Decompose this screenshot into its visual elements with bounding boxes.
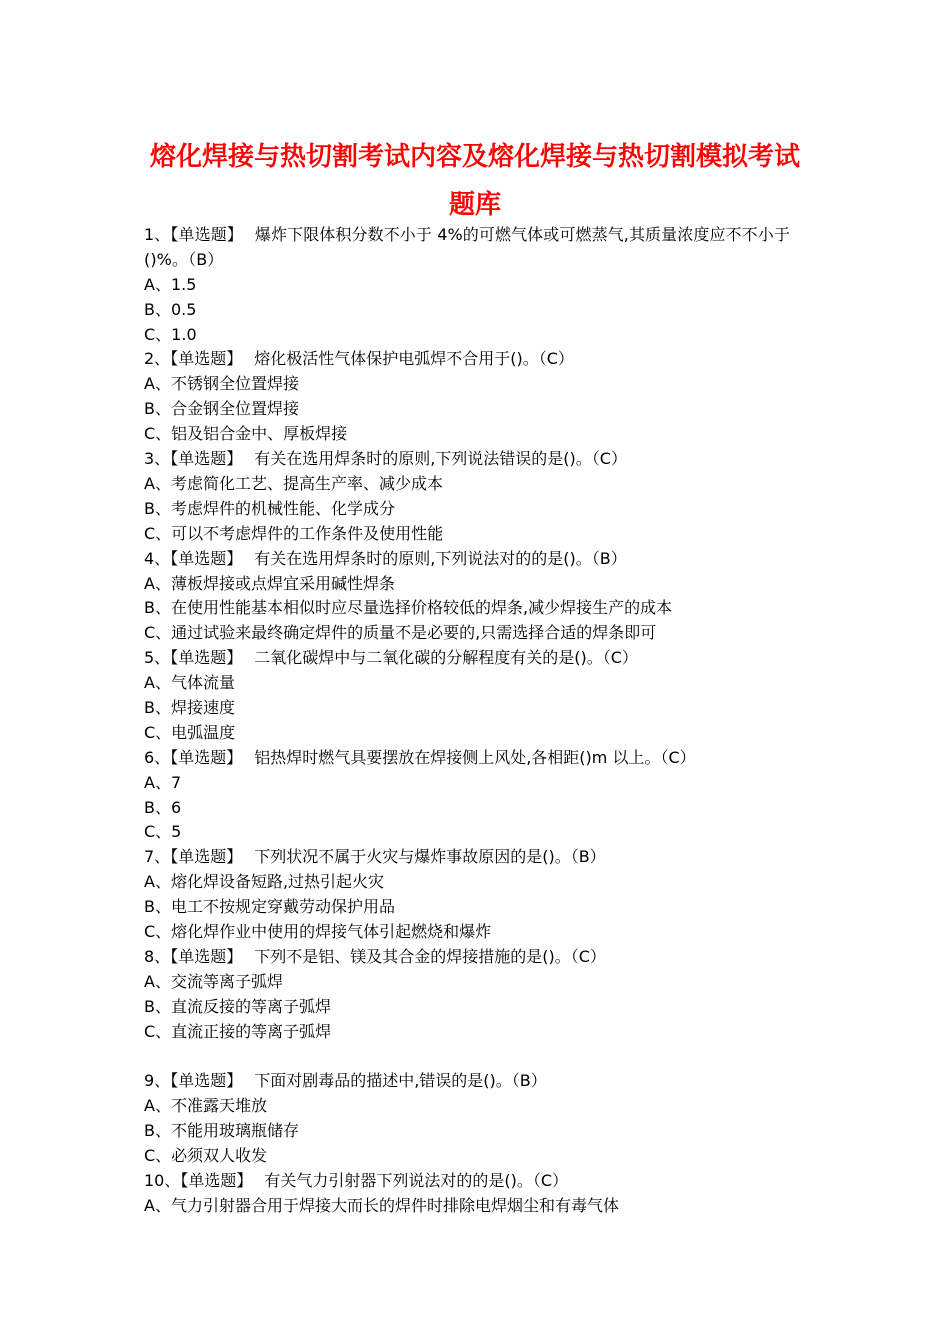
question-number: 10、 (144, 1170, 181, 1190)
question-type: 【单选题】 (170, 225, 243, 244)
question-number: 7、 (144, 847, 171, 867)
question-type: 【单选题】 (170, 648, 243, 668)
option-b: B、在使用性能基本相似时应尽量选择价格较低的焊条,减少焊接生产的成本 (144, 598, 673, 618)
option-c: C、1.0 (144, 324, 197, 344)
question-list (144, 223, 824, 1219)
option-c: C、熔化焊作业中使用的焊接气体引起燃烧和爆炸 (144, 921, 492, 941)
question-number: 5、 (144, 648, 171, 668)
option-c: C、铝及铝合金中、厚板焊接 (144, 424, 348, 444)
option-a: A、1.5 (144, 274, 197, 294)
option-b: B、6 (144, 797, 182, 817)
question-1 (144, 223, 824, 273)
option-b: B、0.5 (144, 299, 197, 319)
question-number: 8、 (144, 946, 171, 966)
question-number: 9、 (144, 1071, 171, 1091)
option-c: C、5 (144, 822, 182, 842)
option-a: A、气体流量 (144, 673, 235, 693)
question-number: 6、 (144, 747, 171, 767)
question-text: 下列不是铝、镁及其合金的焊接措施的是()。（C） (254, 946, 606, 966)
question-type: 【单选题】 (170, 548, 243, 568)
option-b: B、焊接速度 (144, 697, 235, 717)
option-b: B、直流反接的等离子弧焊 (144, 996, 331, 1016)
question-5 (144, 646, 824, 671)
question-number: 1、 (144, 225, 171, 244)
question-6 (144, 746, 824, 771)
question-9 (144, 1069, 824, 1094)
question-text: 熔化极活性气体保护电弧焊不合用于()。（C） (254, 349, 574, 369)
question-number: 3、 (144, 449, 171, 469)
document-title-line2: 题库 (448, 190, 501, 220)
option-b: B、合金钢全位置焊接 (144, 399, 299, 419)
option-a: A、气力引射器合用于焊接大而长的焊件时排除电焊烟尘和有毒气体 (144, 1195, 619, 1215)
blank-line (144, 1044, 824, 1069)
question-4 (144, 547, 824, 572)
question-number: 4、 (144, 548, 171, 568)
option-c: C、可以不考虑焊件的工作条件及使用性能 (144, 523, 444, 543)
question-type: 【单选题】 (170, 349, 243, 369)
question-7 (144, 845, 824, 870)
option-a: A、不准露天堆放 (144, 1096, 267, 1116)
question-type: 【单选题】 (170, 449, 243, 469)
option-b: B、考虑焊件的机械性能、化学成分 (144, 498, 395, 518)
option-c: C、通过试验来最终确定焊件的质量不是必要的,只需选择合适的焊条即可 (144, 623, 657, 643)
question-10 (144, 1169, 824, 1194)
question-text: 铝热焊时燃气具要摆放在焊接侧上风处,各相距()m 以上。（C） (254, 747, 696, 767)
question-text: 爆炸下限体积分数不小于 4%的可燃气体或可燃蒸气,其质量浓度应不不小于()%。（B） (144, 225, 790, 269)
option-a: A、交流等离子弧焊 (144, 971, 283, 991)
question-8 (144, 945, 824, 970)
option-b: B、电工不按规定穿戴劳动保护用品 (144, 897, 395, 917)
question-type: 【单选题】 (170, 946, 243, 966)
option-a: A、7 (144, 772, 182, 792)
question-text: 二氧化碳焊中与二氧化碳的分解程度有关的是()。（C） (254, 648, 638, 668)
question-text: 下列状况不属于火灾与爆炸事故原因的是()。（B） (254, 847, 606, 867)
option-c: C、必须双人收发 (144, 1145, 268, 1165)
option-c: C、电弧温度 (144, 722, 236, 742)
question-number: 2、 (144, 349, 171, 369)
document-title-line1: 熔化焊接与热切割考试内容及熔化焊接与热切割模拟考试 (149, 142, 800, 172)
question-3 (144, 447, 824, 472)
question-text: 有关气力引射器下列说法对的的是()。（C） (264, 1170, 569, 1190)
question-type: 【单选题】 (170, 847, 243, 867)
question-type: 【单选题】 (170, 1071, 243, 1091)
option-a: A、不锈钢全位置焊接 (144, 374, 299, 394)
question-type: 【单选题】 (170, 747, 243, 767)
option-a: A、考虑简化工艺、提高生产率、减少成本 (144, 473, 443, 493)
question-text: 有关在选用焊条时的原则,下列说法对的的是()。（B） (254, 548, 627, 568)
question-text: 有关在选用焊条时的原则,下列说法错误的是()。（C） (254, 449, 627, 469)
option-b: B、不能用玻璃瓶储存 (144, 1121, 299, 1141)
option-c: C、直流正接的等离子弧焊 (144, 1021, 332, 1041)
question-type: 【单选题】 (180, 1170, 253, 1190)
question-text: 下面对剧毒品的描述中,错误的是()。（B） (254, 1071, 547, 1091)
question-2 (144, 347, 824, 372)
option-a: A、熔化焊设备短路,过热引起火灾 (144, 872, 385, 892)
option-a: A、薄板焊接或点焊宜采用碱性焊条 (144, 573, 395, 593)
